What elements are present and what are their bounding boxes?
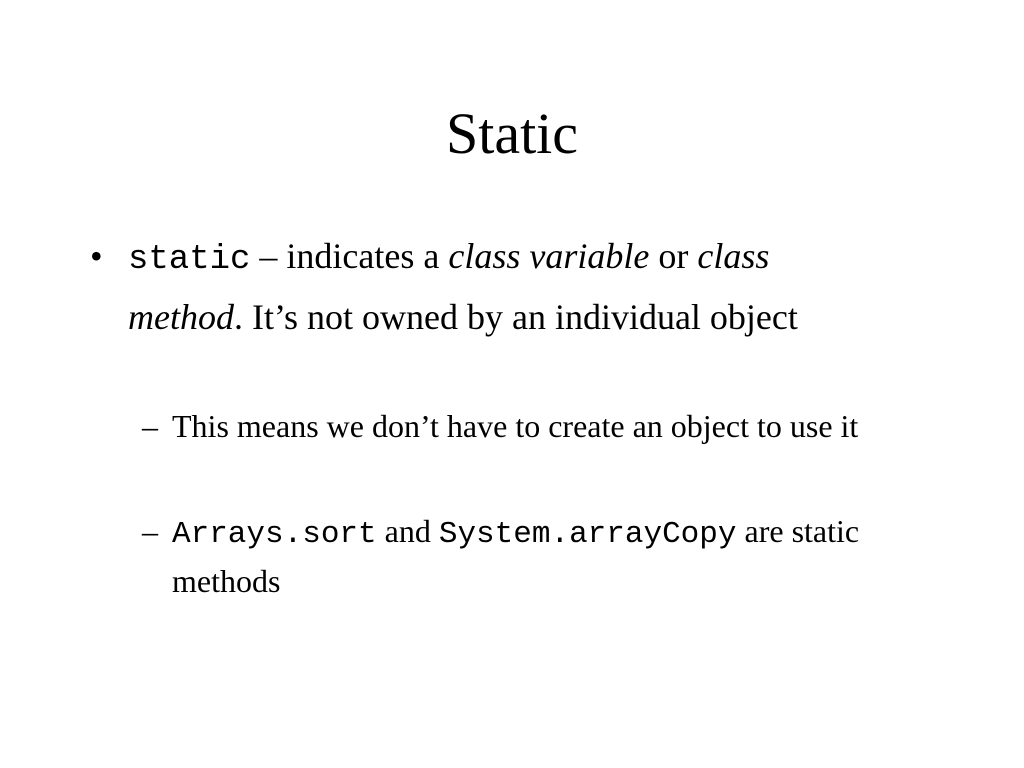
bullet-point-static (128, 228, 888, 346)
sub-bullet-static-methods (172, 508, 962, 605)
sub-bullet-marker: – (142, 513, 158, 549)
text-and: and (376, 513, 439, 549)
sub-bullet-text: This means we don’t have to create an object to use it (172, 408, 859, 444)
text-static-methods: are static methods (172, 513, 860, 599)
term-class-method: class method (128, 236, 770, 337)
sub-bullet-no-object (172, 403, 962, 450)
bullet-marker: • (90, 236, 103, 276)
slide-title: Static (445, 101, 579, 166)
term-class-variable: class variable (448, 236, 650, 276)
code-arrays-sort: Arrays.sort (172, 517, 377, 552)
text-or: or (649, 236, 698, 276)
dash-separator: – (250, 236, 287, 276)
code-static: static (128, 241, 251, 279)
code-system-arraycopy: System.arrayCopy (438, 517, 737, 552)
text-indicates: indicates a (286, 236, 449, 276)
text-not-owned: . It’s not owned by an individual object (233, 297, 798, 337)
sub-bullet-marker: – (142, 408, 158, 444)
